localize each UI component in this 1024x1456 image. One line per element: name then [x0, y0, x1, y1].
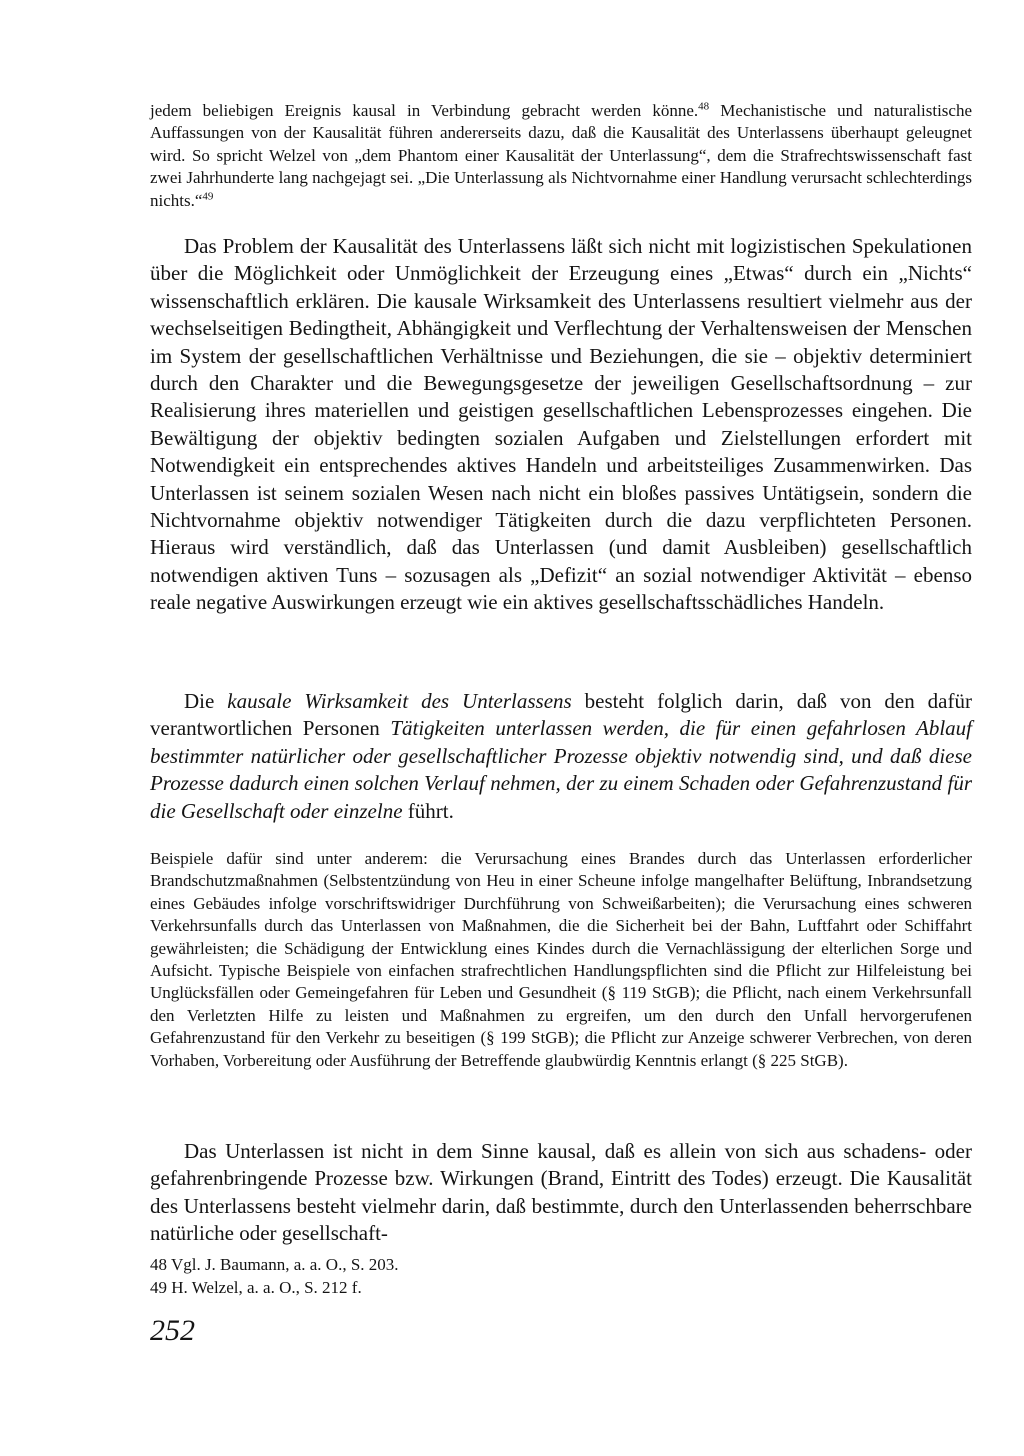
quote-text-2: Mechanistische und naturalistische Auffassungen von der Kausalität führen andererseits dazu, daß die Kausalität des Unterlassens überhaupt geleugnet wird. So spricht Welzel von „dem Phantom einer Kausalität der Unterlassung“, dem die Strafrechtswissenschaft fast zwei Jahrhunderte lang nachgejagt sei. „Die Unterlassung als Nichtvornahme einer Handlung verursacht schlechterdings nichts.“	[150, 101, 972, 210]
paragraph-2	[150, 688, 972, 825]
examples-block: Beispiele dafür sind unter anderem: die Verursachung eines Brandes durch das Unterlassen erforderlicher Brandschutzmaßnahmen (Selbstentzündung von Heu in einer Scheune infolge mangelhafter Belüftung, Inbrandsetzung eines Gebäudes infolge vorschriftswidriger Durchführung von Schweißarbeiten); die Verursachung eines schweren Verkehrsunfalls durch das Unterlassen von Maßnahmen, die die Sicherheit bei der Bahn, Luftfahrt oder Schiffahrt gewährleisten; die Schädigung der Entwicklung eines Kindes durch die Vernachlässigung der elterlichen Sorge und Aufsicht. Typische Beispiele von einfachen strafrechtlichen Handlungspflichten sind die Pflicht zur Hilfeleistung bei Unglücksfällen oder Gemeingefahren für Leben und Gesundheit (§ 119 StGB); die Pflicht, nach einem Verkehrsunfall den Verletzten Hilfe zu leisten und Maßnahmen zu ergreifen, um den durch den Unfall hervorgerufenen Gefahrenzustand für den Verkehr zu beseitigen (§ 199 StGB); die Pflicht zur Anzeige schwerer Verbrechen, von deren Vorhaben, Vorbereitung oder Ausführung der Betreffende glaubwürdig Kenntnis erlangt (§ 225 StGB).	[150, 849, 972, 1070]
quote-block	[150, 100, 972, 212]
page-number: 252	[150, 1314, 195, 1347]
quote-text-1: jedem beliebigen Ereignis kausal in Verbindung gebracht werden könne.	[150, 101, 699, 120]
paragraph-2-text-c: besteht folglich darin, daß von den dafür verantwortlichen Personen	[150, 689, 972, 741]
footnote-ref-49[interactable]: 49	[202, 189, 214, 202]
paragraph-3: Das Unterlassen ist nicht in dem Sinne kausal, daß es allein von sich aus schadens- oder gefahrenbringende Prozesse bzw. Wirkungen (Brand, Eintritt des Todes) erzeugt. Die Kausalität des Unterlassens besteht vielmehr darin, daß bestimmte, durch den Unterlassenden beherrschbare natürliche oder gesellschaft-	[150, 1139, 972, 1246]
footnote-ref-48[interactable]: 48	[698, 100, 710, 113]
paragraph-1: Das Problem der Kausalität des Unterlassens läßt sich nicht mit logizistischen Spekulationen über die Möglichkeit oder Unmöglichkeit der Erzeugung eines „Etwas“ durch ein „Nichts“ wissenschaftlich erklären. Die kausale Wirksamkeit des Unterlassens resultiert vielmehr aus der wechselseitigen Bedingtheit, Abhängigkeit und Verflechtung der Verhaltensweisen der Menschen im System der gesellschaftlichen Verhältnisse und Beziehungen, die sie – objektiv determiniert durch den Charakter und die Bewegungsgesetze der jeweiligen Gesellschaftsordnung – zur Realisierung ihres materiellen und geistigen gesellschaftlichen Lebensprozesses eingehen. Die Bewältigung der objektiv bedingten sozialen Aufgaben und Zielstellungen erfordert mit Notwendigkeit ein entsprechendes aktives Handeln und arbeitsteiliges Zusammenwirken. Das Unterlassen ist seinem sozialen Wesen nach nicht ein bloßes passives Untätigsein, sondern die Nichtvornahme objektiv notwendiger Tätigkeiten durch die dazu verpflichteten Personen. Hieraus wird verständlich, daß das Unterlassen (und damit Ausbleiben) gesellschaftlich notwendigen aktiven Tuns – sozusagen als „Defizit“ an sozial notwendiger Aktivität – ebenso reale negative Auswirkungen erzeugt wie ein aktives gesellschaftsschädliches Handeln.	[150, 234, 972, 615]
footnote-49: 49 H. Welzel, a. a. O., S. 212 f.	[150, 1278, 362, 1297]
paragraph-2-text-a: Die	[184, 689, 228, 713]
footnote-48: 48 Vgl. J. Baumann, a. a. O., S. 203.	[150, 1255, 399, 1274]
paragraph-2-text-e: führt.	[402, 798, 454, 823]
paragraph-2-italic-b: kausale Wirksamkeit des Unterlassens	[227, 689, 572, 713]
paragraph-2-italic-d: Tätigkeiten unterlassen werden, die für einen gefahrlosen Ablauf bestimmter natürlicher oder gesellschaftlicher Prozesse objektiv notwendig sind, und daß diese Prozesse dadurch einen solchen Verlauf nehmen, der zu einem Schaden oder Gefahrenzustand für die Gesellschaft oder einzelne	[150, 716, 972, 823]
